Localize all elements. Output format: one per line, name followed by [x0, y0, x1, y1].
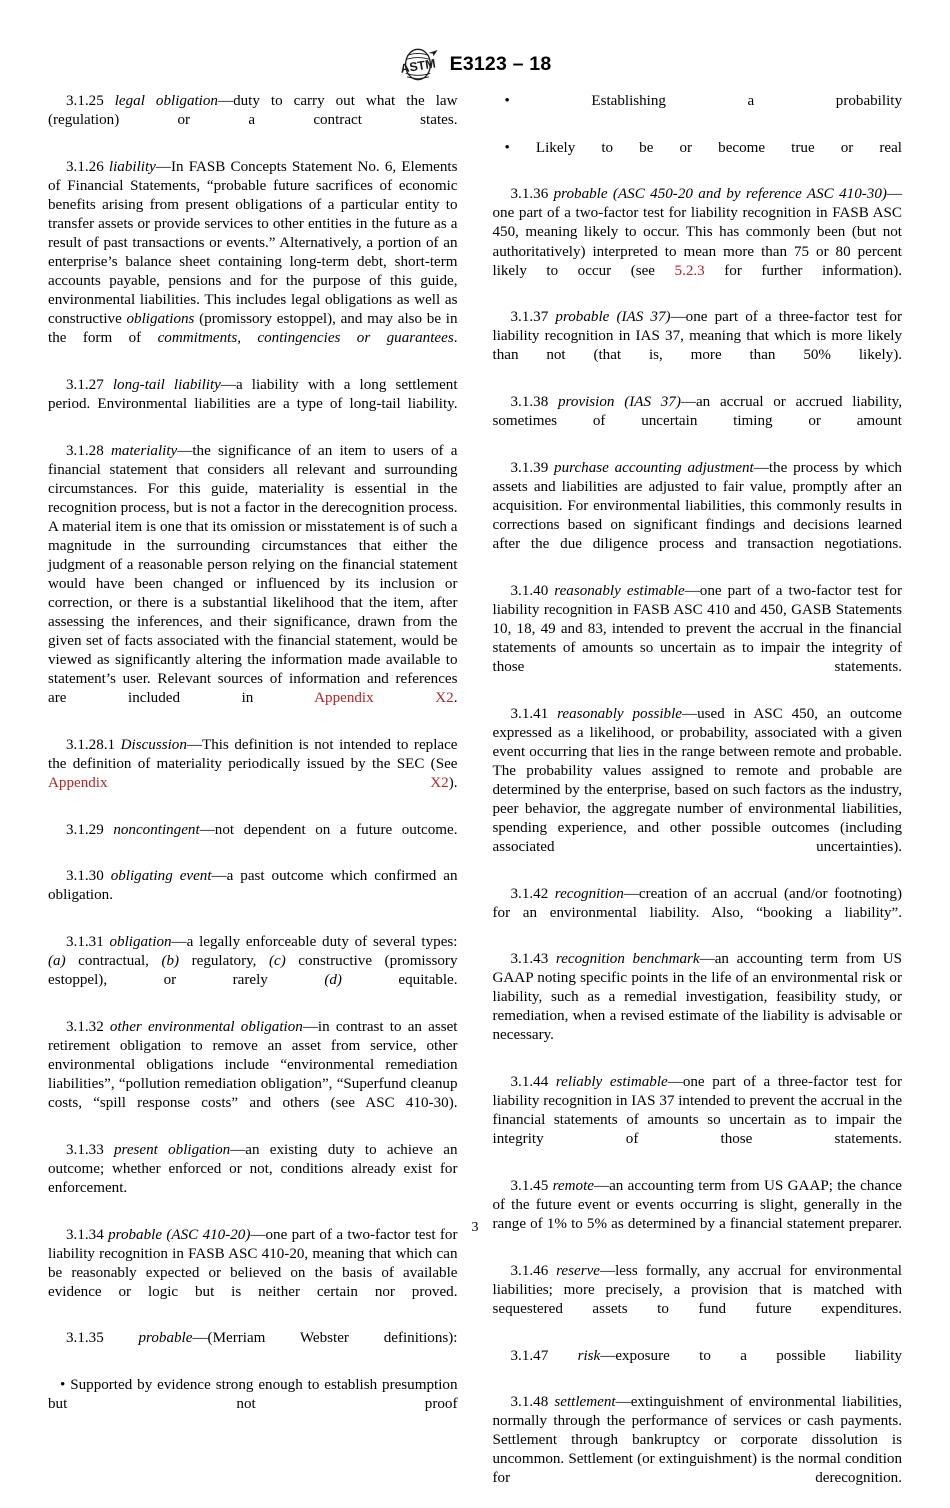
definition-text: (promissory estoppel), and may also be in the form of: [48, 311, 458, 347]
definition-paragraph: 3.1.42 recognition—creation of an accrual (and/or footnoting) for an environmental liability. Also, “booking a liability”.: [492, 885, 902, 921]
definition-paragraph: 3.1.48 settlement—extinguishment of environmental liabilities, normally through the performance of services or cash payments. Settlement through bankruptcy or corporate dissolution is uncommon. Settlement (or extinguishment) is the normal condition for derecognition.: [492, 1394, 902, 1487]
definition-text: not dependent on a future outcome.: [214, 821, 458, 838]
definition-paragraph: 3.1.26 liability—In FASB Concepts Statement No. 6, Elements of Financial Statements, “probable future sacrifices of economic benefits arising from present obligations of a particular entity to transfer assets or provide services to other entities in the future as a result of past transactions or events.” Alternatively, a portion of an enterprise’s balance sheet containing long-term debt, short-term accounts payable, pensions and for the purpose of this guide, environmental liabilities. This includes legal obligations as well as constructive obligations (promissory estoppel), and may also be in the form of commitments, contingencies or guarantees.: [48, 158, 458, 347]
page-number: 3: [471, 1220, 479, 1235]
defined-term: settlement: [554, 1394, 616, 1411]
appendix-x2-link[interactable]: Appendix X2: [48, 774, 449, 791]
bullet-glyph: •: [504, 93, 592, 109]
definition-text: one part of a three-factor test for liability recognition in IAS 37, meaning that which is more likely than not (that is, more than 50% likely).: [492, 309, 902, 364]
appendix-x2-link[interactable]: Appendix X2: [314, 690, 454, 707]
right-column: [492, 92, 903, 1487]
definition-paragraph: 3.1.43 recognition benchmark—an accounting term from US GAAP noting specific points in the life of an environmental risk or liability, such as a remedial investigation, feasibility study, or remediation, when a revised estimate of the liability is advisable or necessary.: [492, 951, 902, 1044]
definition-text: ).: [448, 774, 458, 791]
definition-text: less formally, any accrual for environmental liabilities; more precisely, a provision that is matched with sequestered assets to fund future expenditures.: [492, 1262, 902, 1317]
bullet-text: Likely to be or become true or real: [535, 139, 902, 156]
definition-text: in contrast to an asset retirement obligation to remove an asset from service, other environmental obligations include “environmental remediation liabilities”, “pollution remediation obligation”, “Superfund cleanup costs, “spill response costs” and others (see ASC 410-30).: [48, 1018, 458, 1112]
definition-paragraph: 3.1.35 probable—(Merriam Webster definitions):: [66, 1330, 458, 1347]
defined-term: remote: [552, 1177, 594, 1194]
list-marker-d: (d): [324, 972, 342, 989]
defined-term: legal obligation: [114, 93, 218, 109]
definition-paragraph: 3.1.40 reasonably estimable—one part of a two-factor test for liability recognition in FASB ASC 410 and 450, GASB Statements 10, 18, 49 and 83, intended to prevent the accrual in the financial statements of amounts so uncertain as to impair the integrity of those statements.: [492, 582, 902, 675]
clause-number: 3.1.43: [510, 951, 549, 968]
definition-paragraph: 3.1.31 obligation—a legally enforceable duty of several types: (a) contractual, (b) regulatory, (c) constructive (promissory estoppel), or rarely (d) equitable.: [48, 934, 458, 989]
bullet-text: Supported by evidence strong enough to establish presumption but not proof: [48, 1377, 458, 1413]
list-marker-a: (a): [48, 953, 66, 970]
clause-number: 3.1.35: [66, 1330, 104, 1347]
defined-term: purchase accounting adjustment: [554, 459, 754, 476]
bullet-text: Establishing a probability: [591, 93, 903, 109]
defined-term: other environmental obligation: [109, 1018, 303, 1035]
clause-number: 3.1.29: [66, 821, 104, 838]
clause-number: 3.1.37: [510, 309, 549, 326]
definition-text: equitable.: [341, 972, 458, 989]
clause-number: 3.1.30: [66, 868, 104, 885]
discussion-paragraph: 3.1.28.1 Discussion—This definition is not intended to replace the definition of materiality periodically issued by the SEC (See Appendix X2).: [48, 736, 458, 791]
defined-term: reserve: [556, 1262, 600, 1279]
definition-text: one part of a two-factor test for liability recognition in FASB ASC 410-20, meaning that which can be reasonably expected or believed on the basis of available evidence or logic but is neither certain nor proved.: [48, 1226, 458, 1300]
bullet-item: [493, 139, 903, 177]
definition-text: duty to carry out what the law (regulation) or a contract states.: [48, 93, 458, 129]
definition-text: exposure to a possible liability: [615, 1347, 902, 1364]
clause-number: 3.1.44: [510, 1074, 549, 1091]
defined-term: reasonably estimable: [554, 582, 685, 599]
clause-523-link[interactable]: 5.2.3: [674, 262, 705, 279]
definition-paragraph: 3.1.47 risk—exposure to a possible liability: [510, 1347, 902, 1364]
definition-text: This definition is not intended to replace the definition of materiality periodically issued by the SEC (See: [48, 736, 458, 772]
definition-text: In FASB Concepts Statement No. 6, Elements of Financial Statements, “probable future sacrifices of economic benefits arising from present obligations of a particular entity to transfer assets or provide services to other entities in the future as a result of past transactions or events.” Alternatively, a portion of an enterprise’s balance sheet containing long-term debt, short-term accounts payable, pensions and for the purpose of this guide, environmental liabilities. This includes legal obligations as well as constructive: [48, 158, 458, 328]
clause-number: 3.1.25: [66, 93, 104, 109]
defined-term: present obligation: [114, 1141, 231, 1158]
clause-number: 3.1.38: [510, 394, 549, 411]
definition-paragraph: 3.1.29 noncontingent—not dependent on a future outcome.: [66, 821, 458, 838]
definition-text: constructive (promissory estoppel), or rarely: [48, 953, 458, 989]
defined-term: obligation: [109, 934, 172, 951]
defined-term: long-tail liability: [112, 376, 221, 393]
definition-paragraph: 3.1.25 legal obligation—duty to carry out what the law (regulation) or a contract states.: [48, 93, 458, 129]
definition-paragraph: 3.1.41 reasonably possible—used in ASC 450, an outcome expressed as a likelihood, or probability, associated with a given event occurring that lies in the range between remote and probable. The probability values assigned to remote and probable are determined by the enterprise, based on such factors as the industry, peer behavior, the aggregate number of environmental liabilities, spending experience, and other possible outcomes (including associated uncertainties).: [492, 705, 903, 855]
defined-term: Discussion: [120, 736, 187, 753]
definition-text: (Merriam Webster definitions):: [207, 1330, 458, 1347]
bullet-item: [493, 92, 903, 130]
definition-paragraph: 3.1.44 reliably estimable—one part of a three-factor test for liability recognition in IAS 37 intended to prevent the accrual in the financial statements of amounts so uncertain as to impair the integrity of those statements.: [492, 1074, 903, 1148]
definition-text-italic: obligations: [126, 311, 195, 328]
bullet-item: [48, 1376, 458, 1433]
defined-term: risk: [577, 1347, 601, 1364]
clause-number: 3.1.27: [66, 376, 104, 393]
definition-text: contractual,: [65, 953, 162, 970]
definition-text: a past outcome which confirmed an obligation.: [48, 868, 458, 904]
definition-paragraph: 3.1.46 reserve—less formally, any accrual for environmental liabilities; more precisely, a provision that is matched with sequestered assets to fund future expenditures.: [492, 1262, 902, 1317]
definition-text: one part of a three-factor test for liability recognition in IAS 37 intended to prevent the accrual in the financial statements of amounts so uncertain as to impair the integrity of those statements.: [492, 1074, 903, 1148]
defined-term: probable (ASC 450-20 and by reference ASC 410-30): [553, 186, 887, 203]
definition-paragraph: 3.1.34 probable (ASC 410-20)—one part of a two-factor test for liability recognition in FASB ASC 410-20, meaning that which can be reasonably expected or believed on the basis of available evidence or logic but is neither certain nor proved.: [48, 1226, 458, 1300]
clause-number: 3.1.46: [510, 1262, 549, 1279]
definition-text: the process by which assets and liabilities are adjusted to fair value, promptly after an acquisition. For environmental liabilities, this commonly results in corrections based on significant findings and decisions learned after the due diligence process and transaction negotiations.: [492, 459, 902, 552]
definition-text: used in ASC 450, an outcome expressed as a likelihood, or probability, associated with a given event occurring that lies in the range between remote and probable. The probability values assigned to remote and probable are determined by the enterprise, based on such factors as the industry, peer behavior, the aggregate number of environmental liabilities, spending experience, and other possible outcomes (including associated uncertainties).: [492, 705, 903, 855]
defined-term: reliably estimable: [555, 1074, 668, 1091]
clause-number: 3.1.41: [510, 705, 549, 722]
clause-number: 3.1.40: [510, 582, 549, 599]
definition-text: one part of a two-factor test for liability recognition in FASB ASC 410 and 450, GASB Statements 10, 18, 49 and 83, intended to prevent the accrual in the financial statements of amounts so uncertain as to impair the integrity of those statements.: [492, 582, 902, 675]
definition-paragraph: 3.1.39 purchase accounting adjustment—the process by which assets and liabilities are adjusted to fair value, promptly after an acquisition. For environmental liabilities, this commonly results in corrections based on significant findings and decisions learned after the due diligence process and transaction negotiations.: [492, 459, 902, 552]
definition-text: creation of an accrual (and/or footnoting) for an environmental liability. Also, “booking a liability”.: [492, 885, 902, 921]
clause-number: 3.1.45: [510, 1177, 549, 1194]
definition-text: the significance of an item to users of a financial statement that considers all relevant and surrounding circumstances. For this guide, materiality is essential in the recognition process, but is not a factor in the derecognition process. A material item is one that its omission or misstatement is of such a magnitude in the surrounding circumstances that either the judgment of a reasonable person relying on the financial statement would have been changed or influenced by its inclusion or correction, or there is a substantial likelihood that the item, after assessing the inferences, and their significance, drawn from the given set of facts associated with the financial statement, would be viewed as significantly altering the information made available to statement’s user. Relevant sources of information and references are included in: [48, 442, 458, 707]
clause-number: 3.1.28: [66, 442, 104, 459]
defined-term: provision (IAS 37): [557, 394, 681, 411]
definition-text: .: [453, 330, 458, 347]
astm-seal-icon: [399, 48, 441, 81]
definition-text: an accounting term from US GAAP; the chance of the future event or events occurring is slight, generally in the range of 1% to 5% as determined by a financial statement preparer.: [492, 1177, 902, 1233]
clause-number: 3.1.39: [510, 459, 549, 476]
definition-paragraph: 3.1.38 provision (IAS 37)—an accrual or accrued liability, sometimes of uncertain timing or amount: [492, 394, 902, 430]
defined-term: obligating event: [110, 868, 212, 885]
document-designation: E3123 – 18: [449, 52, 552, 75]
definition-paragraph: 3.1.30 obligating event—a past outcome which confirmed an obligation.: [48, 868, 458, 904]
clause-number: 3.1.26: [66, 158, 104, 175]
document-body: [48, 92, 903, 1487]
left-column: [48, 92, 458, 1413]
defined-term: probable: [138, 1330, 193, 1347]
definition-text: .: [453, 690, 458, 707]
definition-paragraph: 3.1.32 other environmental obligation—in contrast to an asset retirement obligation to remove an asset from service, other environmental obligations include “environmental remediation liabilities”, “pollution remediation obligation”, “Superfund cleanup costs, “spill response costs” and others (see ASC 410-30).: [48, 1018, 458, 1112]
definition-text: a legally enforceable duty of several types:: [186, 934, 458, 951]
page-header: [0, 44, 950, 84]
defined-term: probable (ASC 410-20): [108, 1226, 251, 1243]
defined-term: liability: [108, 158, 156, 175]
defined-term: noncontingent: [113, 821, 200, 838]
bullet-glyph: •: [60, 1377, 71, 1394]
definition-paragraph: 3.1.45 remote—an accounting term from US GAAP; the chance of the future event or events occurring is slight, generally in the range of 1% to 5% as determined by a financial statement preparer.: [492, 1177, 902, 1233]
definition-text-italic: commitments, contingencies or guarantees: [157, 330, 454, 347]
definition-paragraph: 3.1.37 probable (IAS 37)—one part of a three-factor test for liability recognition in IAS 37, meaning that which is more likely than not (that is, more than 50% likely).: [492, 309, 902, 364]
defined-term: probable (IAS 37): [555, 309, 671, 326]
definition-text: an existing duty to achieve an outcome; whether enforced or not, conditions already exist for enforcement.: [48, 1141, 458, 1196]
definition-paragraph: 3.1.27 long-tail liability—a liability with a long settlement period. Environmental liabilities are a type of long-tail liability.: [48, 376, 458, 412]
clause-number: 3.1.36: [510, 186, 549, 203]
definition-paragraph: 3.1.28 materiality—the significance of an item to users of a financial statement that considers all relevant and surrounding circumstances. For this guide, materiality is essential in the recognition process, but is not a factor in the derecognition process. A material item is one that its omission or misstatement is of such a magnitude in the surrounding circumstances that either the judgment of a reasonable person relying on the financial statement would have been changed or influenced by its inclusion or correction, or there is a substantial likelihood that the item, after assessing the inferences, and their significance, drawn from the given set of facts associated with the financial statement, would be viewed as significantly altering the information made available to statement’s user. Relevant sources of information and references are included in Appendix X2.: [48, 442, 458, 707]
definition-text: an accrual or accrued liability, sometimes of uncertain timing or amount: [492, 394, 902, 430]
defined-term: materiality: [111, 442, 178, 459]
clause-number: 3.1.32: [66, 1018, 104, 1035]
definition-text: extinguishment of environmental liabilities, normally through the performance of services or cash payments. Settlement through bankruptcy or corporate dissolution is uncommon. Settlement (or extinguishment) is the normal condition for derecognition.: [492, 1394, 902, 1487]
svg-text:ASTM: ASTM: [399, 56, 437, 76]
definition-text: for further information).: [704, 262, 903, 279]
definition-paragraph: 3.1.33 present obligation—an existing duty to achieve an outcome; whether enforced or not, conditions already exist for enforcement.: [48, 1141, 458, 1196]
list-marker-b: (b): [161, 953, 180, 970]
definition-text: an accounting term from US GAAP noting specific points in the life of an environmental risk or liability, such as a remedial investigation, feasibility study, or remediation, when a revised estimate of the liability is advisable or necessary.: [492, 951, 902, 1044]
bullet-glyph: •: [504, 139, 536, 156]
defined-term: recognition: [554, 885, 624, 902]
clause-number: 3.1.31: [66, 934, 104, 951]
defined-term: reasonably possible: [557, 705, 682, 722]
clause-number: 3.1.34: [66, 1226, 104, 1243]
definition-text: a liability with a long settlement period. Environmental liabilities are a type of long-tail liability.: [48, 376, 458, 412]
definition-text: regulatory,: [179, 953, 269, 970]
clause-number: 3.1.48: [510, 1394, 549, 1411]
clause-number: 3.1.28.1: [66, 736, 116, 753]
page-footer: [0, 1218, 950, 1236]
list-marker-c: (c): [268, 953, 286, 970]
definition-paragraph: 3.1.36 probable (ASC 450-20 and by reference ASC 410-30)—one part of a two-factor test for liability recognition in FASB ASC 450, meaning likely to occur. This has commonly been (but not authoritatively) interpreted to mean more than 75 or 80 percent likely to occur (see 5.2.3 for further information).: [492, 186, 903, 279]
definition-text: one part of a two-factor test for liability recognition in FASB ASC 450, meaning likely to occur. This has commonly been (but not authoritatively) interpreted to mean more than 75 or 80 percent likely to occur (see: [492, 205, 902, 279]
clause-number: 3.1.33: [66, 1141, 104, 1158]
clause-number: 3.1.47: [510, 1347, 549, 1364]
defined-term: recognition benchmark: [555, 951, 700, 968]
clause-number: 3.1.42: [510, 885, 549, 902]
